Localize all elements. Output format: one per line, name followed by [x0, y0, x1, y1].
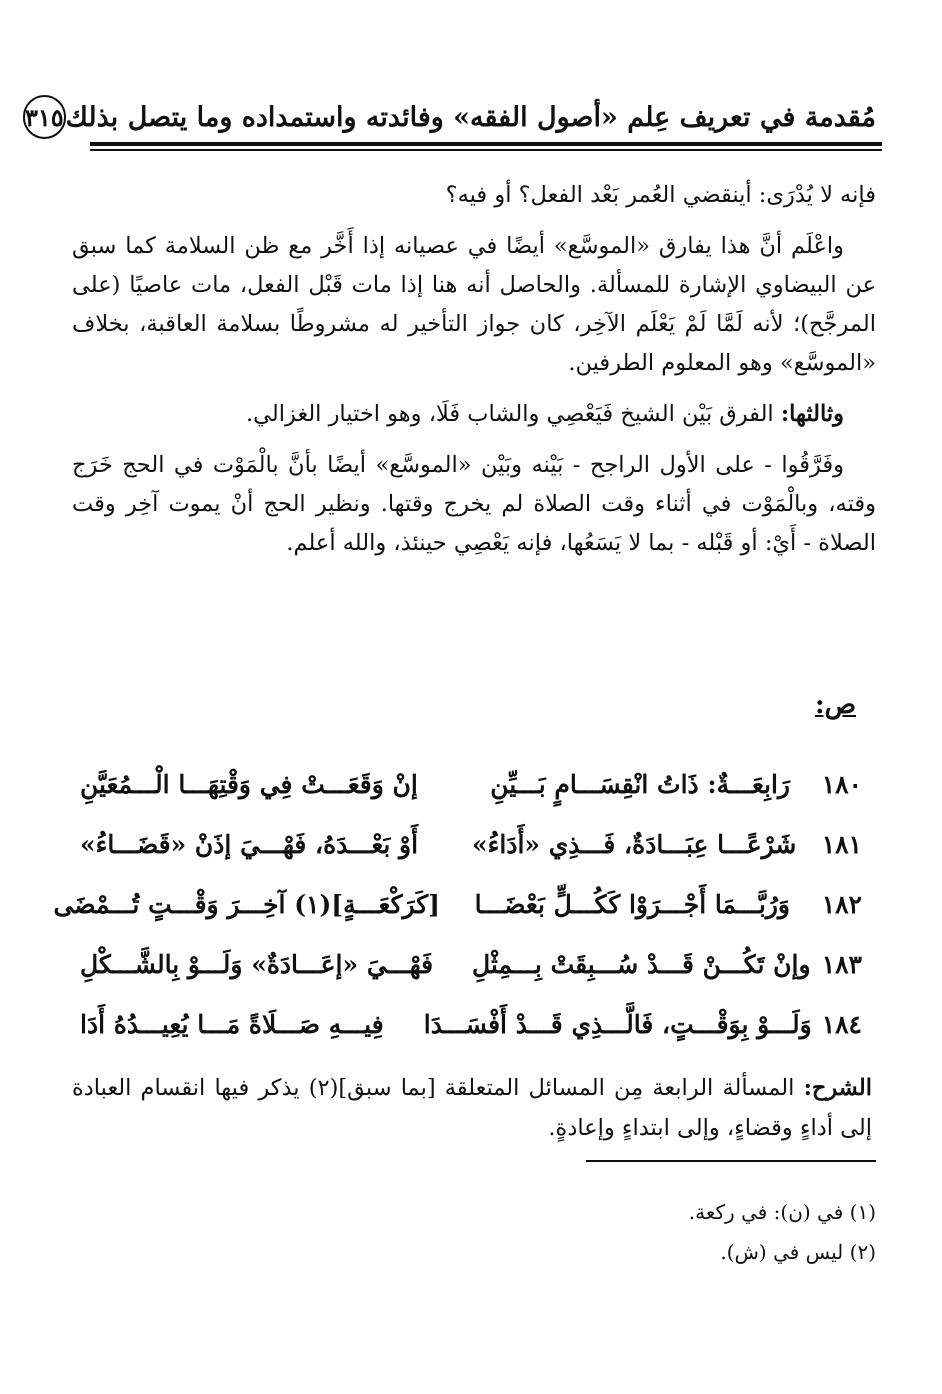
footnotes: [689, 1192, 876, 1272]
verse-second-hemistich: أَوْ بَعْـــدَهُ، فَهْـــيَ إذَنْ «قَضَـــاءُ»: [80, 829, 419, 859]
verse-number: ١٨٣: [821, 949, 862, 979]
paragraph-text: واعْلَم أنَّ هذا يفارق «الموسَّع» أيضًا في عصيانه إذا أَخَّر مع ظن السلامة كما سبق عن البيضاوي الإشارة للمسألة. والحاصل أنه هنا إذا مات قَبْل الفعل، مات عاصيًا (على المرجَّح)؛ لأنه لَمَّا لَمْ يَعْلَم الآخِر، كان جواز التأخير له مشروطًا بسلامة العاقبة، بخلاف «الموسَّع» وهو المعلوم الطرفين.: [72, 233, 876, 376]
commentary-text: المسألة الرابعة مِن المسائل المتعلقة [بما سبق](٢) يذكر فيها انقسام العبادة إلى أداءٍ وقضاءٍ، وإلى ابتداءٍ وإعادةٍ.: [72, 1075, 872, 1141]
main-text: [72, 176, 876, 575]
verse-row: [53, 874, 862, 934]
header-rule-thick: [90, 142, 882, 146]
verse-second-hemistich: [كَرَكْعَـــةٍ](١) آخِـــرَ وَقْـــتٍ تُـــمْضَى: [53, 889, 440, 919]
verse-heading: ص:: [814, 690, 856, 720]
verse-row: [80, 994, 862, 1054]
verse-first-hemistich: [472, 830, 862, 859]
verse-second-hemistich: إنْ وَقَعَـــتْ فِي وَقْتِهَـــا الْـــمُعَيَّنِ: [80, 769, 418, 799]
footnote: (٢) ليس في (ش).: [720, 1240, 876, 1264]
verse-first-text: رَابِعَـــةٌ: ذَاتُ انْقِسَـــامٍ بَـــيِّنِ: [490, 769, 790, 799]
footnote-separator: [586, 1160, 876, 1162]
verse-first-text: وإنْ تَكُـــنْ قَـــدْ سُـــبِقَتْ بِـــمِثْلِ: [472, 949, 811, 979]
verse-first-text: وَلَـــوْ بِوَقْـــتٍ، فَالَّـــذِي قَـــدْ أَفْسَـــدَا: [423, 1009, 812, 1039]
verse-number: ١٨٢: [821, 889, 862, 919]
verse-number: ١٨١: [821, 829, 862, 859]
verse-first-hemistich: [472, 770, 862, 799]
footnote: (١) في (ن): في ركعة.: [688, 1200, 876, 1224]
verse-first-hemistich: [423, 1009, 862, 1039]
paragraph: [72, 446, 876, 563]
verse-second-hemistich: فِيـــهِ صَـــلَاةً مَـــا يُعِيـــدُهُ أَدَا: [80, 1009, 384, 1039]
verse-list: [53, 754, 862, 1054]
verse-row: [80, 814, 862, 874]
verse-number: ١٨٠: [821, 769, 862, 799]
commentary-lead: الشرح:: [803, 1075, 872, 1101]
page-number-badge: ٣١٥: [23, 95, 66, 139]
running-header-title: مُقدمة في تعريف عِلم «أصول الفقه» وفائدته واستمداده وما يتصل بذلك: [65, 101, 876, 133]
verse-first-hemistich: [472, 950, 862, 979]
paragraph-text: الفرق بَيْن الشيخ فَيَعْصِي والشاب فَلَا، وهو اختيار الغزالي.: [246, 401, 781, 427]
verse-first-text: وَرُبَّـــمَا أَجْـــرَوْا كَكُـــلٍّ بَعْضَـــا: [474, 889, 790, 919]
verse-first-hemistich: [472, 890, 862, 919]
paragraph: [72, 227, 876, 383]
verse-second-hemistich: فَهْـــيَ «إعَـــادَةٌ» وَلَـــوْ بِالشَّـــكْلِ: [80, 949, 434, 979]
verse-row: [80, 934, 862, 994]
paragraph: [72, 395, 876, 434]
verse-first-text: شَرْعًـــا عِبَـــادَةٌ، فَـــذِي «أَدَاءُ»: [472, 829, 797, 859]
paragraph-lead: وثالثها:: [780, 401, 844, 427]
verse-number: ١٨٤: [821, 1009, 862, 1039]
commentary: [72, 1068, 872, 1148]
paragraph-text: وفَرَّقُوا - على الأول الراجح - بَيْنه وبَيْن «الموسَّع» أيضًا بأنَّ بالْمَوْت في الحج خَرَج وقته، وبالْمَوْت في أثناء وقت الصلاة لم يخرج وقتها. ونظير الحج أنْ يموت آخِر وقت الصلاة - أَيْ: أو قَبْله - بما لا يَسَعُها، فإنه يَعْصِي حينئذ، والله أعلم.: [72, 452, 876, 556]
header-rule-thin: [90, 149, 882, 151]
paragraph-text: فإنه لا يُدْرَى: أينقضي العُمر بَعْد الفعل؟ أو فيه؟: [445, 182, 876, 208]
verse-row: [80, 754, 862, 814]
paragraph: [72, 176, 876, 215]
running-header: [24, 92, 876, 142]
